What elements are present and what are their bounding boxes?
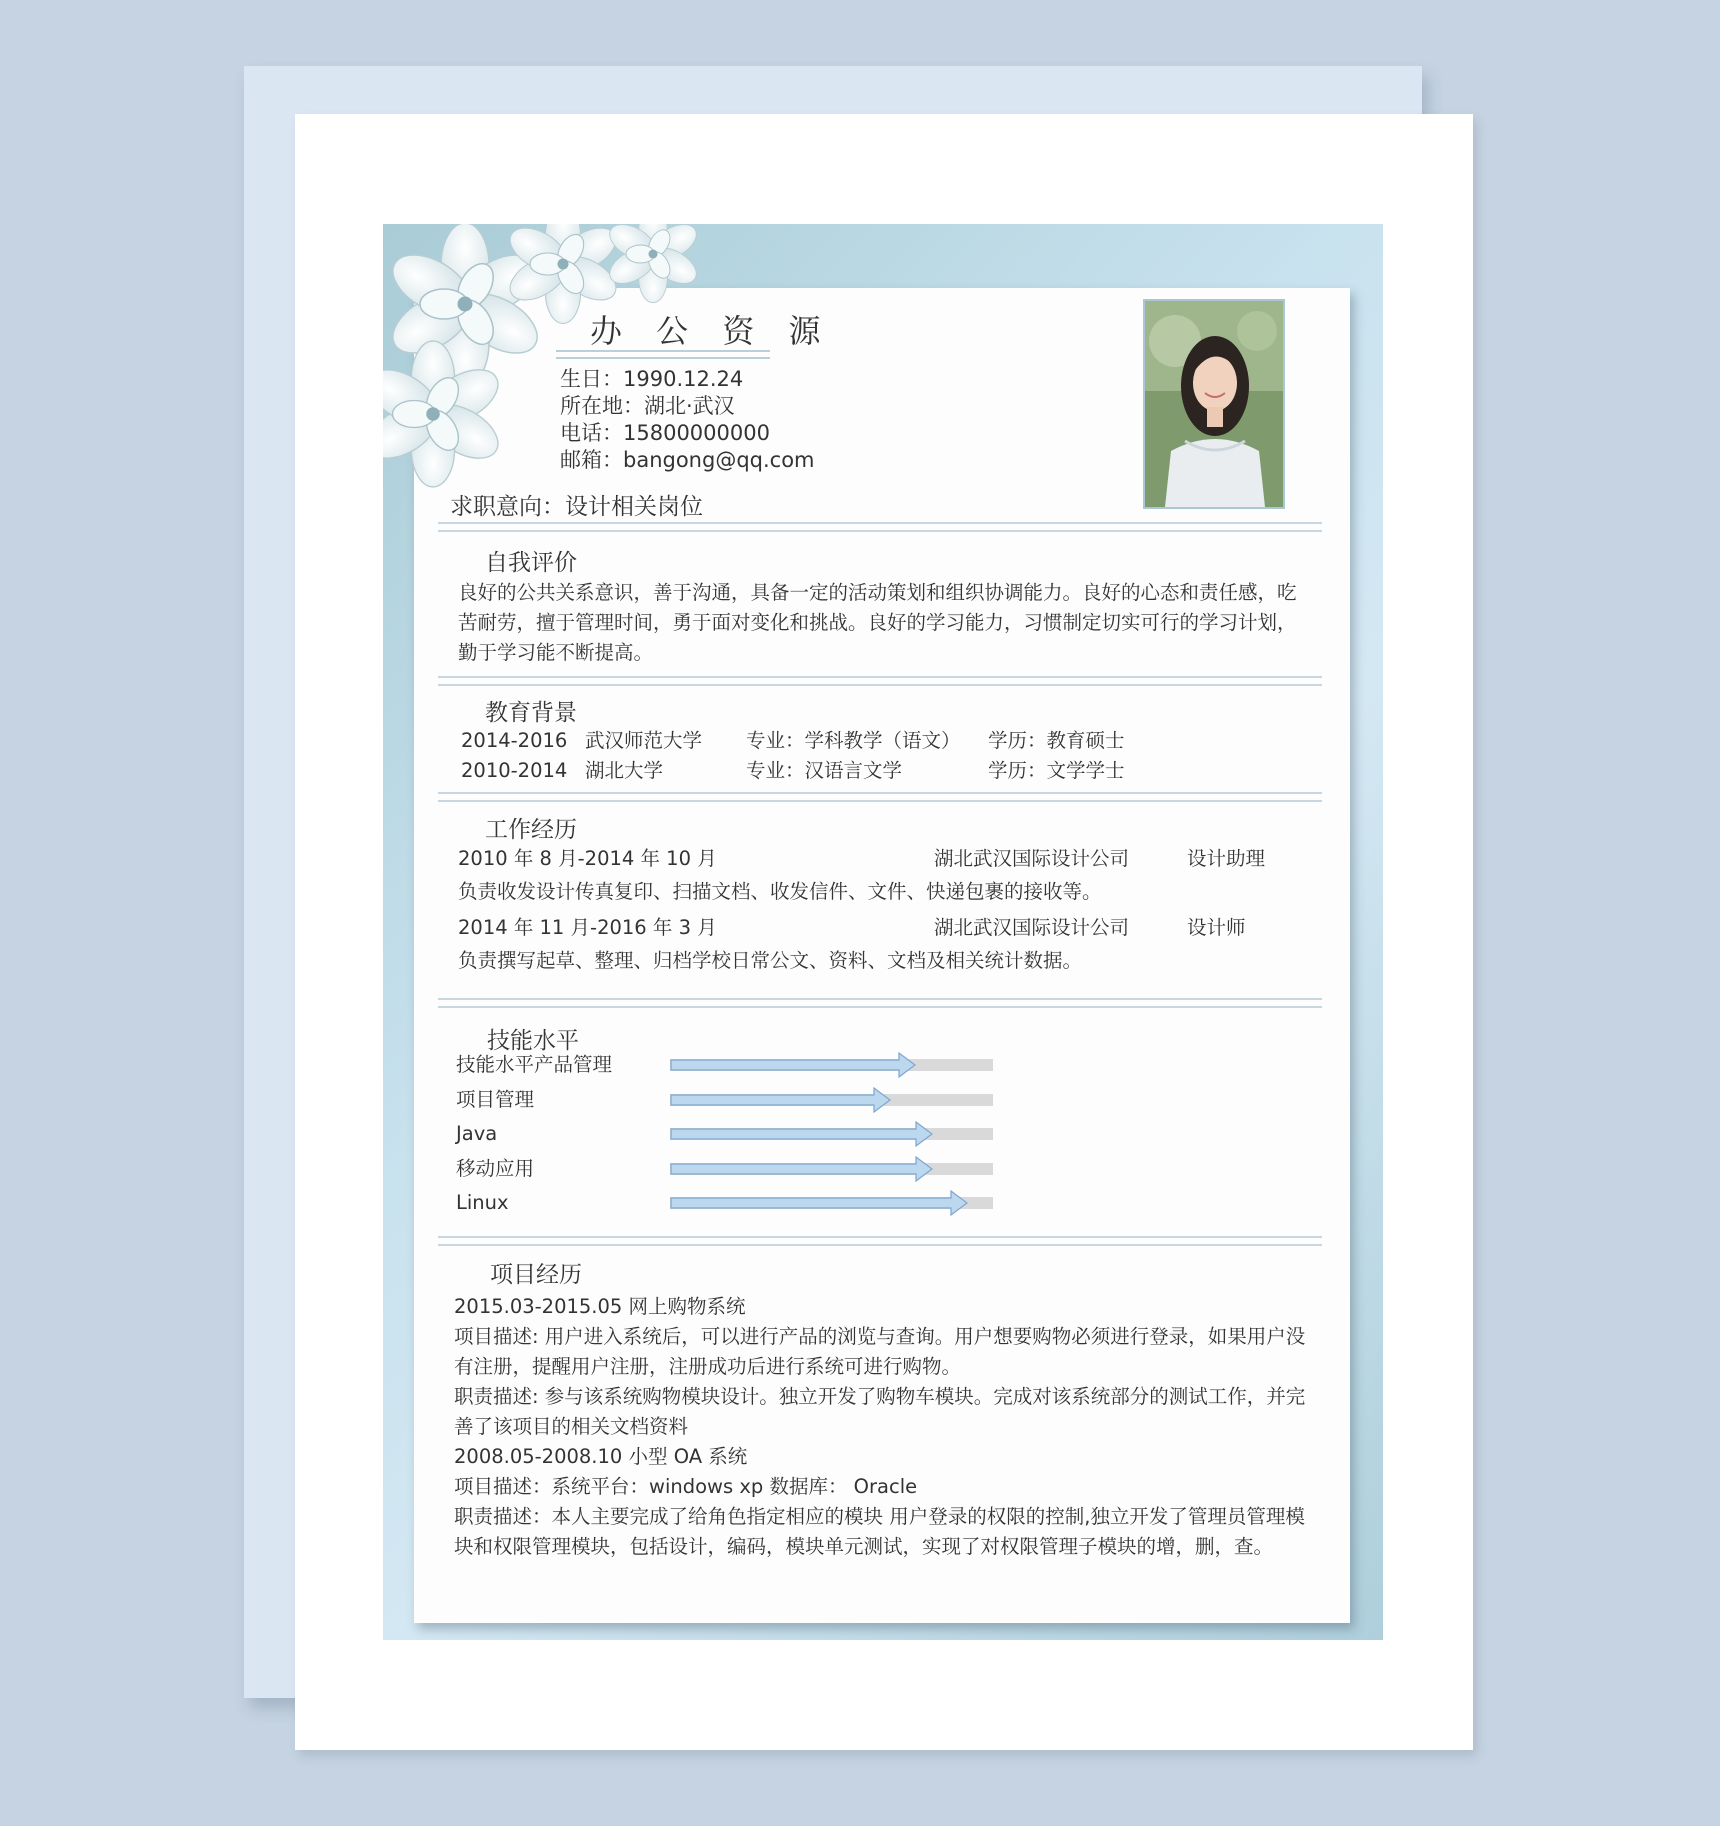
skill-name: 移动应用 [456, 1157, 535, 1180]
section-title-work: 工作经历 [485, 817, 577, 843]
separator [438, 522, 1322, 532]
section-title-projects: 项目经历 [490, 1262, 582, 1288]
skill-level-arrow [671, 1053, 915, 1077]
edu-years: 2010-2014 [461, 759, 568, 782]
skill-level-bar [670, 1052, 993, 1078]
work-desc: 负责撰写起草、整理、归档学校日常公文、资料、文档及相关统计数据。 [458, 949, 1083, 972]
skill-level-bar [670, 1087, 993, 1113]
self-eval-text: 良好的公共关系意识，善于沟通，具备一定的活动策划和组织协调能力。良好的心态和责任感，吃苦耐劳，擅于管理时间，勇于面对变化和挑战。良好的学习能力，习惯制定切实可行的学习计划，勤于学习能不断提高。 [458, 581, 1297, 664]
work-role: 设计助理 [1187, 847, 1266, 870]
skill-name: Linux [456, 1191, 509, 1214]
edu-degree: 学历：教育硕士 [988, 729, 1125, 752]
edu-school: 湖北大学 [585, 759, 664, 782]
project-title: 2008.05-2008.10 小型 OA 系统 [454, 1445, 748, 1468]
work-period: 2014 年 11 月-2016 年 3 月 [458, 916, 717, 939]
skill-level-arrow [671, 1122, 932, 1146]
email: 邮箱：bangong@qq.com [560, 448, 815, 472]
section-title-self-eval: 自我评价 [485, 550, 577, 576]
skill-name: 项目管理 [456, 1088, 535, 1111]
project-duty: 职责描述：本人主要完成了给角色指定相应的模块 用户登录的权限的控制,独立开发了管理员管理模块和权限管理模块，包括设计，编码，模块单元测试，实现了对权限管理子模块的增，删，查。 [454, 1505, 1305, 1558]
skill-name: 技能水平产品管理 [456, 1053, 613, 1076]
skill-level-bar [670, 1156, 993, 1182]
separator [438, 676, 1322, 686]
project-duty: 职责描述: 参与该系统购物模块设计。独立开发了购物车模块。完成对该系统部分的测试工作，并完善了该项目的相关文档资料 [454, 1385, 1306, 1438]
project-description: 项目描述: 用户进入系统后，可以进行产品的浏览与查询。用户想要购物必须进行登录，如果用户没有注册，提醒用户注册，注册成功后进行系统可进行购物。 [454, 1325, 1306, 1378]
skill-level-arrow [671, 1157, 932, 1181]
skill-name: Java [456, 1122, 498, 1145]
edu-school: 武汉师范大学 [585, 729, 703, 752]
work-company: 湖北武汉国际设计公司 [934, 847, 1130, 870]
skill-level-arrow [671, 1088, 890, 1112]
name-underline [556, 350, 770, 359]
section-title-skills: 技能水平 [487, 1028, 579, 1054]
work-period: 2010 年 8 月-2014 年 10 月 [458, 847, 717, 870]
location: 所在地：湖北·武汉 [560, 394, 735, 418]
work-desc: 负责收发设计传真复印、扫描文档、收发信件、文件、快递包裹的接收等。 [458, 880, 1102, 903]
work-role: 设计师 [1187, 916, 1246, 939]
profile-photo [1143, 299, 1285, 509]
edu-degree: 学历：文学学士 [988, 759, 1125, 782]
birthday: 生日：1990.12.24 [560, 367, 744, 391]
candidate-name: 办 公 资 源 [590, 312, 833, 350]
work-company: 湖北武汉国际设计公司 [934, 916, 1130, 939]
section-title-education: 教育背景 [485, 700, 577, 726]
edu-years: 2014-2016 [461, 729, 568, 752]
separator [438, 1236, 1322, 1246]
skill-level-arrow [671, 1191, 967, 1215]
edu-major: 专业：学科教学（语文） [746, 729, 961, 752]
skill-level-bar [670, 1121, 993, 1147]
skill-level-bar [670, 1190, 993, 1216]
separator [438, 998, 1322, 1008]
phone: 电话：15800000000 [560, 421, 770, 445]
separator [438, 792, 1322, 802]
project-description: 项目描述：系统平台：windows xp 数据库： Oracle [454, 1475, 918, 1498]
edu-major: 专业：汉语言文学 [746, 759, 903, 782]
project-title: 2015.03-2015.05 网上购物系统 [454, 1295, 746, 1318]
job-objective: 求职意向：设计相关岗位 [450, 494, 703, 520]
